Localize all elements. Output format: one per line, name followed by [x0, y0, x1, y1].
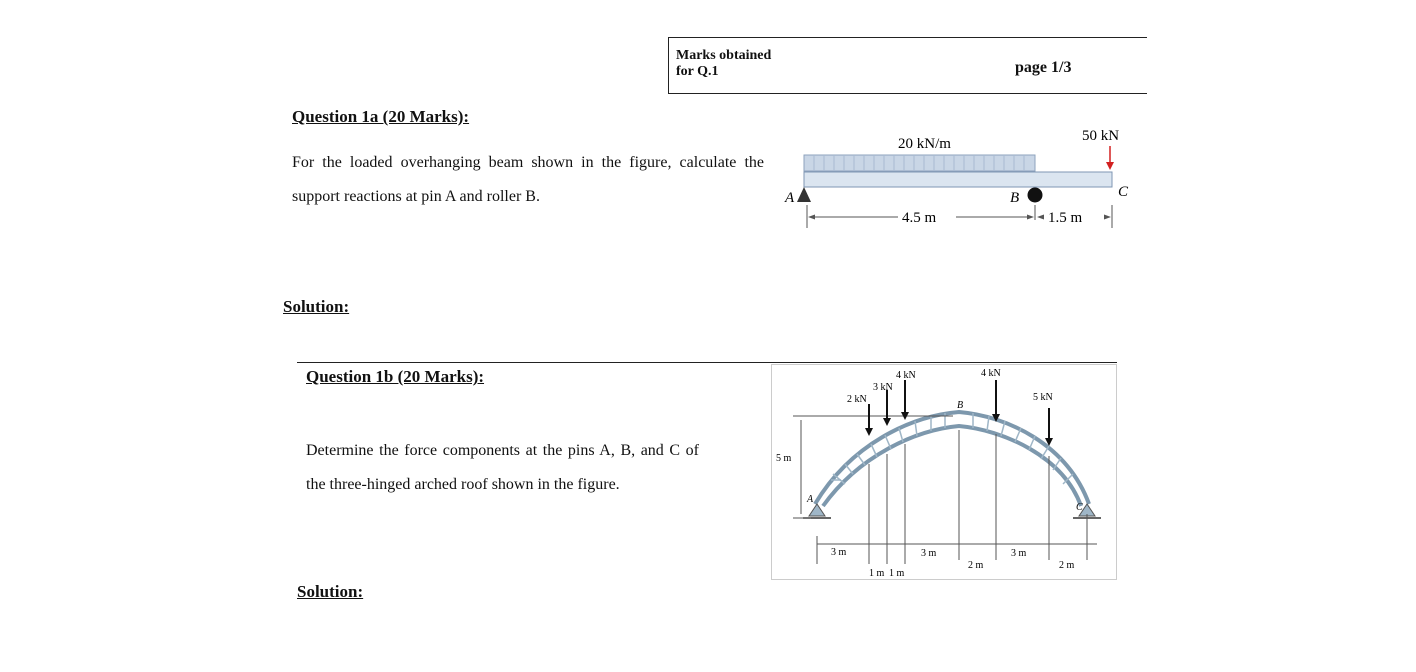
q1a-solution-label: Solution: [283, 297, 350, 316]
dist-load-label: 20 kN/m [898, 136, 951, 152]
point-load-label: 50 kN [1082, 128, 1120, 144]
label-C: C [1118, 184, 1129, 200]
load-5kN-label: 5 kN [1033, 392, 1053, 403]
point-load-arrow [1106, 146, 1114, 170]
roller-support-B [1028, 188, 1043, 203]
arch-inner [823, 426, 1081, 506]
load-4kN-a-label: 4 kN [896, 370, 916, 381]
dim-3m-a: 3 m [831, 547, 847, 558]
label-B: B [1010, 190, 1020, 206]
height-label: 5 m [776, 453, 792, 464]
marks-label-line1: Marks obtained [676, 48, 772, 63]
dim-2m-b: 2 m [1059, 560, 1075, 571]
header-divider [668, 37, 669, 94]
q1b-top-rule [297, 362, 1117, 363]
dim-3m-c: 3 m [1011, 548, 1027, 559]
q1b-title: Question 1b (20 Marks): [306, 367, 485, 386]
header-bottom-rule [668, 93, 1147, 94]
page-number: page 1/3 [1015, 59, 1072, 76]
span-BC-label: 1.5 m [1048, 210, 1083, 226]
q1b-solution-label: Solution: [297, 582, 364, 601]
q1b-text [306, 434, 699, 502]
label-A: A [785, 190, 795, 206]
arch-label-A: A [807, 494, 814, 505]
distributed-load-block [804, 155, 1035, 171]
q1a-text-body: For the loaded overhanging beam shown in the figure, calculate the support reactions at pin A and roller B. [292, 154, 764, 205]
arch-label-C: C [1076, 502, 1083, 513]
dim-1m-a: 1 m [869, 568, 885, 579]
header-top-rule [668, 37, 1147, 38]
q1a-title: Question 1a (20 Marks): [292, 107, 470, 126]
dim-3m-b: 3 m [921, 548, 937, 559]
q1b-text-body: Determine the force components at the pins A, B, and C of the three-hinged arched roof shown in the figure. [306, 442, 699, 493]
beam [804, 172, 1112, 187]
load-2kN-label: 2 kN [847, 394, 867, 405]
arch-figure-frame [772, 365, 1117, 580]
span-AB-label: 4.5 m [902, 210, 937, 226]
load-3kN-label: 3 kN [873, 382, 893, 393]
pin-support-A [797, 187, 811, 202]
dim-2m-a: 2 m [968, 560, 984, 571]
arch-label-B: B [957, 400, 964, 411]
marks-label [676, 48, 771, 80]
span-dimensions [817, 430, 1097, 564]
load-4kN-b-label: 4 kN [981, 368, 1001, 379]
beam-figure [780, 116, 1150, 234]
arch-figure [771, 364, 1117, 580]
support-A [803, 504, 831, 518]
marks-label-line2: for Q.1 [676, 64, 719, 79]
q1a-text [292, 146, 764, 214]
dim-1m-b: 1 m [889, 568, 905, 579]
